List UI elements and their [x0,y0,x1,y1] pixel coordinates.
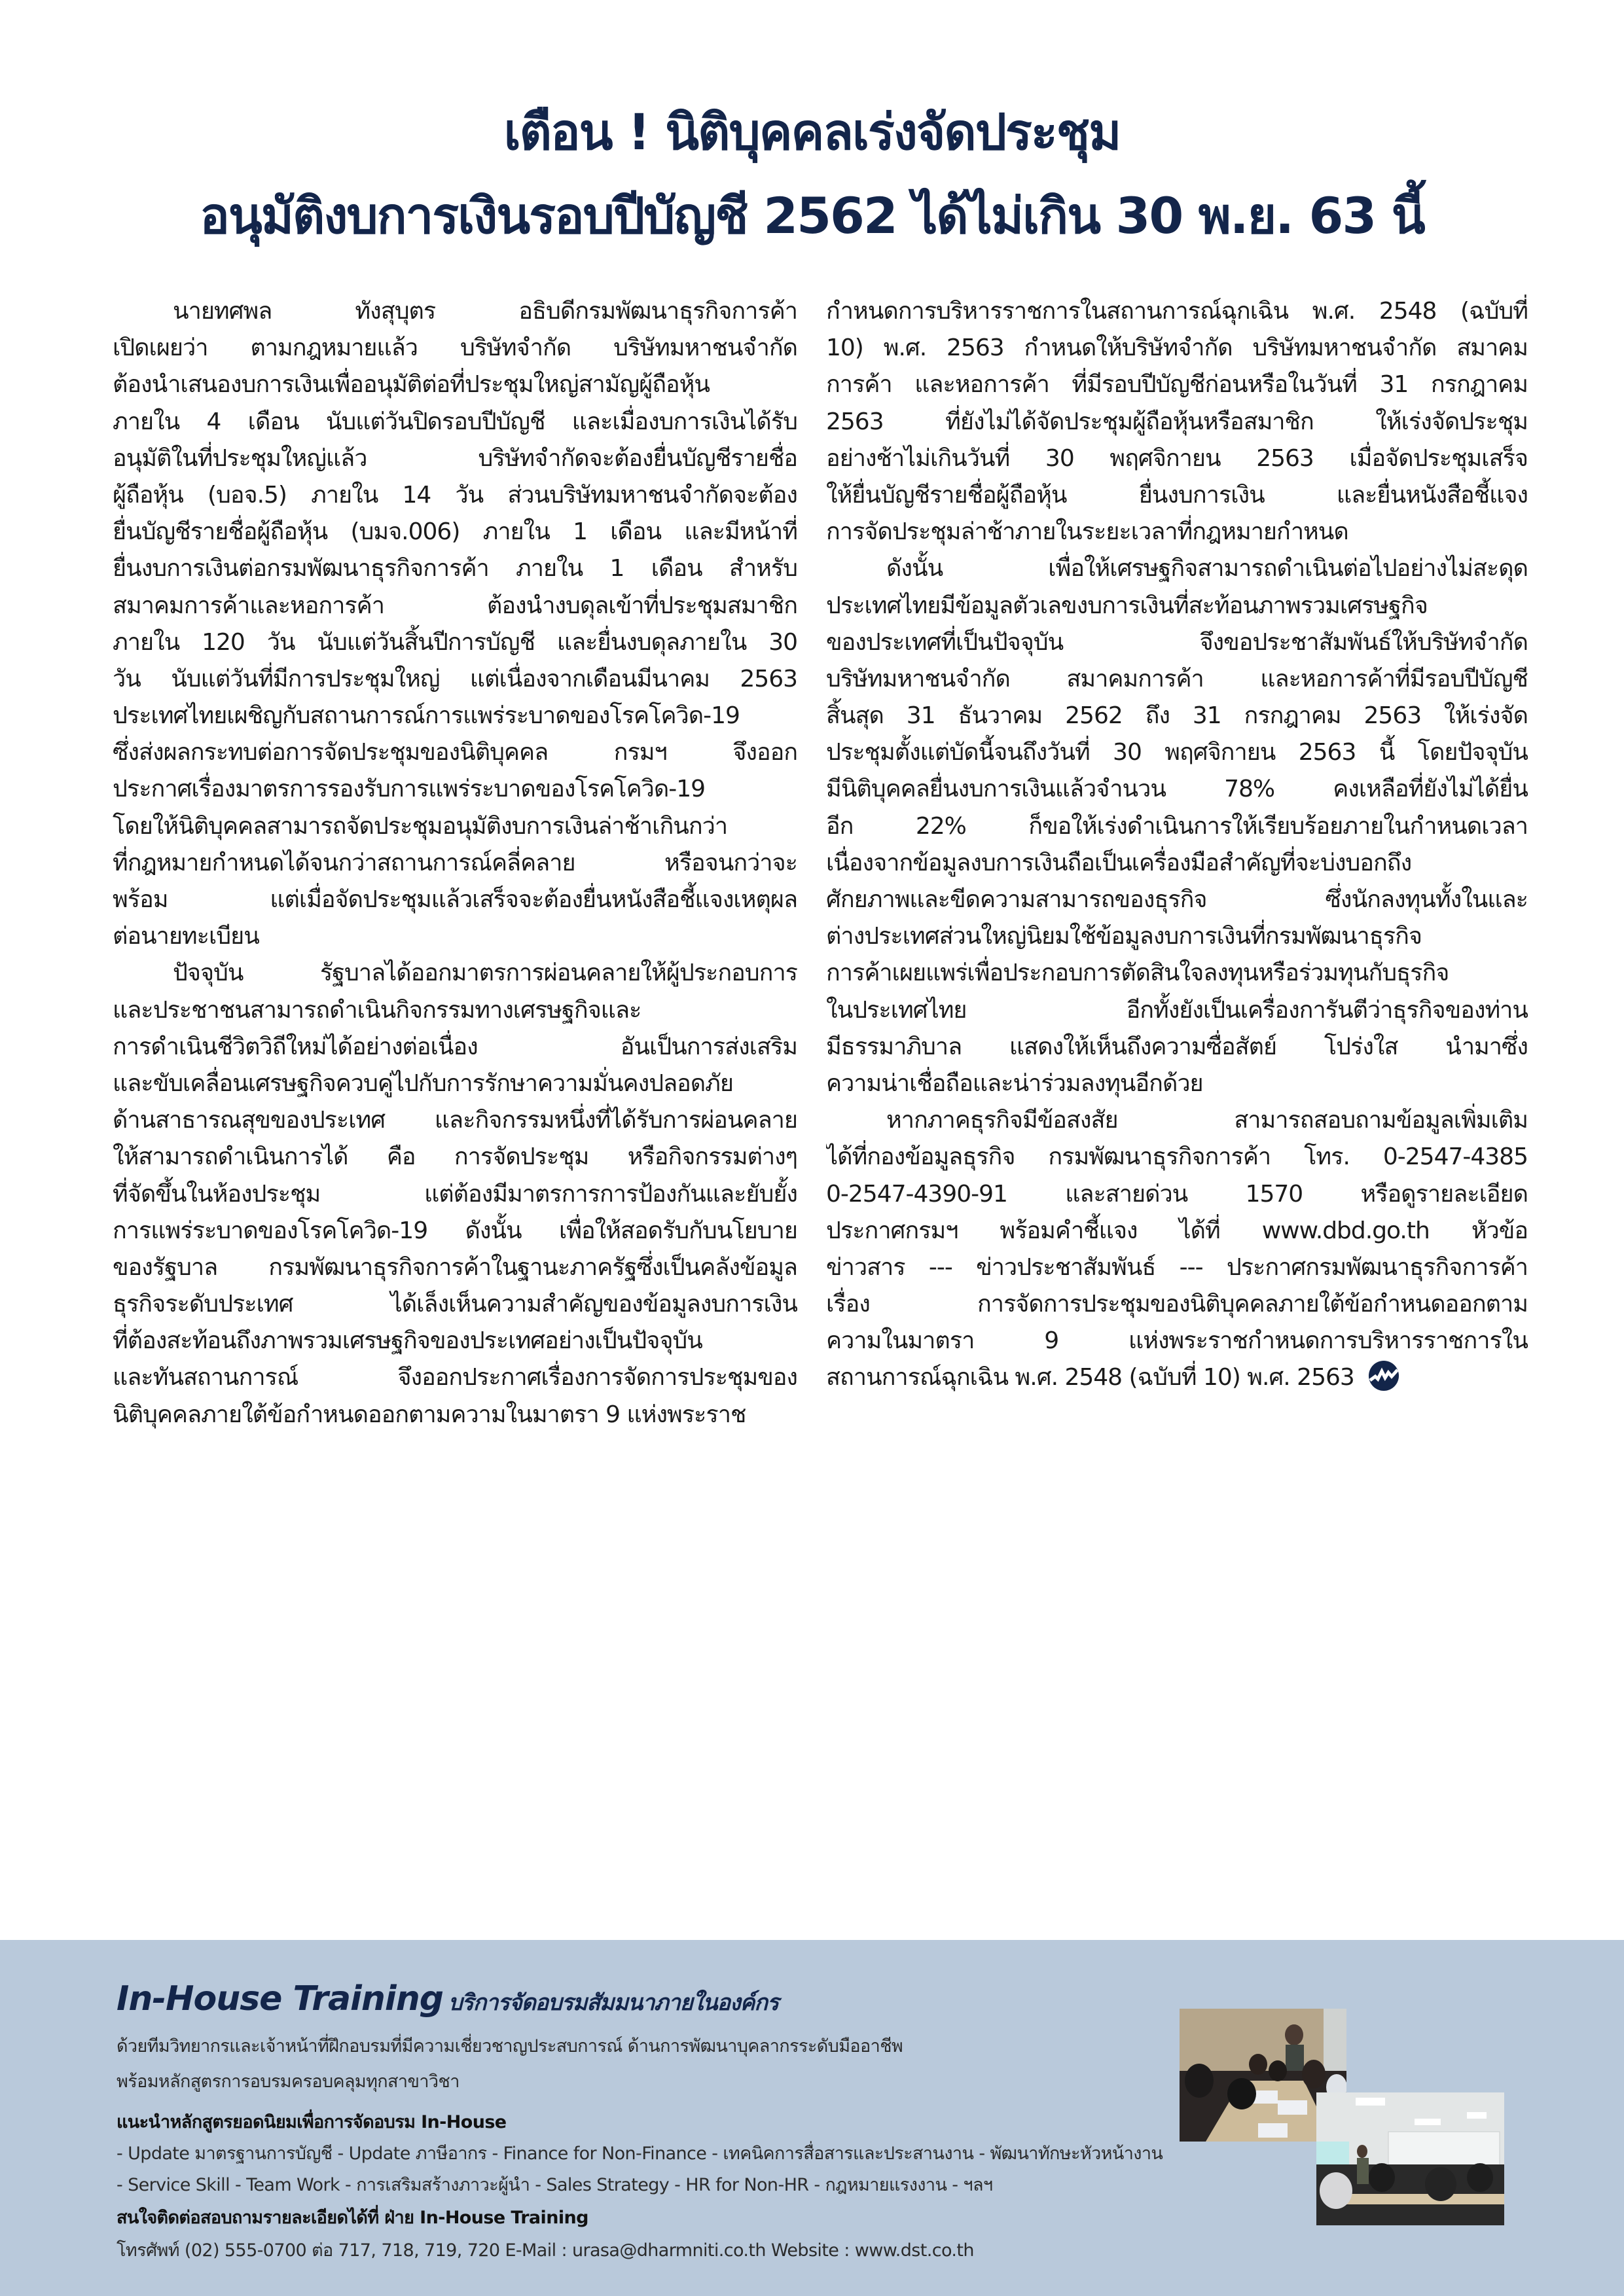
article-line: เรื่อง การจัดการประชุมของนิติบุคคลภายใต้ข้อกำหนดออกตาม [826,1291,1528,1318]
article-line: ได้ที่กองข้อมูลธุรกิจ กรมพัฒนาธุรกิจการค้า โทร. 0-2547-4385 [826,1143,1528,1171]
article-line: ภายใน 120 วัน นับแต่วันสิ้นปีการบัญชี และยื่นงบดุลภายใน 30 [113,628,797,656]
article-line: 10) พ.ศ. 2563 กำหนดให้บริษัทจำกัด บริษัทมหาชนจำกัด สมาคม [826,334,1528,362]
article-line: ภายใน 4 เดือน นับแต่วันปิดรอบปีบัญชี และเมื่องบการเงินได้รับ [113,408,797,435]
article-left-column [113,293,797,1433]
article-line: ธุรกิจระดับประเทศ ได้เล็งเห็นความสำคัญของข้อมูลงบการเงิน [113,1291,797,1318]
article-line: สมาคมการค้าและหอการค้า ต้องนำงบดุลเข้าที่ประชุมสมาชิก [113,592,797,619]
training-photo-classroom [1316,2092,1504,2225]
article-line: มีนิติบุคคลยื่นงบการเงินแล้วจำนวน 78% คงเหลือที่ยังไม่ได้ยื่น [826,776,1528,803]
article-line: ของประเทศที่เป็นปัจจุบัน จึงขอประชาสัมพันธ์ให้บริษัทจำกัด [826,628,1528,656]
article-line: 2563 ที่ยังไม่ได้จัดประชุมผู้ถือหุ้นหรือสมาชิก ให้เร่งจัดประชุม [826,408,1528,435]
article-line: ให้ยื่นบัญชีรายชื่อผู้ถือหุ้น ยื่นงบการเงิน และยื่นหนังสือชี้แจง [826,481,1528,509]
article-line: ต่างประเทศส่วนใหญ่นิยมใช้ข้อมูลงบการเงินที่กรมพัฒนาธุรกิจ [826,923,1422,950]
article-line: ประเทศไทยมีข้อมูลตัวเลขงบการเงินที่สะท้อนภาพรวมเศรษฐกิจ [826,592,1428,619]
article-line: พร้อม แต่เมื่อจัดประชุมแล้วเสร็จจะต้องยื่นหนังสือชี้แจงเหตุผล [113,886,797,913]
ad-description-1: ด้วยทีมวิทยากรและเจ้าหน้าที่ฝึกอบรมที่มีความเชี่ยวชาญประสบการณ์ ด้านการพัฒนาบุคลากรระดับมืออาชีพ [117,2036,903,2056]
article-line: เนื่องจากข้อมูลงบการเงินถือเป็นเครื่องมือสำคัญที่จะบ่งบอกถึง [826,849,1412,876]
article-line: เปิดเผยว่า ตามกฎหมายแล้ว บริษัทจำกัด บริษัทมหาชนจำกัด [113,334,797,362]
article-line: การค้าเผยแพร่เพื่อประกอบการตัดสินใจลงทุนหรือร่วมทุนกับธุรกิจ [826,960,1449,987]
article-line: ต้องนำเสนองบการเงินเพื่ออนุมัติต่อที่ประชุมใหญ่สามัญผู้ถือหุ้น [113,371,710,399]
article-line: และทันสถานการณ์ จึงออกประกาศเรื่องการจัดการประชุมของ [113,1364,797,1391]
article-line: หากภาคธุรกิจมีข้อสงสัย สามารถสอบถามข้อมูลเพิ่มเติม [886,1107,1528,1134]
ad-courses-2: - Service Skill - Team Work - การเสริมสร้างภาวะผู้นำ - Sales Strategy - HR for Non-HR - กฎหมายแรงงาน - ฯลฯ [117,2175,993,2195]
article-line: ประกาศกรมฯ พร้อมคำชี้แจง ได้ที่ www.dbd.go.th หัวข้อ [826,1217,1528,1244]
article-line: ซึ่งส่งผลกระทบต่อการจัดประชุมของนิติบุคคล กรมฯ จึงออก [113,739,797,766]
article-line: ที่จัดขึ้นในห้องประชุม แต่ต้องมีมาตรการการป้องกันและยับยั้ง [113,1180,797,1208]
article-line: ยื่นบัญชีรายชื่อผู้ถือหุ้น (บมจ.006) ภายใน 1 เดือน และมีหน้าที่ [113,518,797,546]
article-line: ผู้ถือหุ้น (บอจ.5) ภายใน 14 วัน ส่วนบริษัทมหาชนจำกัดจะต้อง [113,481,797,509]
article-line: ต่อนายทะเบียน [113,923,259,950]
article-line: การแพร่ระบาดของโรคโควิด-19 ดังนั้น เพื่อให้สอดรับกับนโยบาย [113,1217,797,1244]
ad-brand: In-House Training [117,1979,443,2018]
article-right-column [826,293,1528,1397]
ad-interest-heading: สนใจติดต่อสอบถามรายละเอียดได้ที่ ฝ่าย In-House Training [117,2208,588,2228]
article-line: อย่างช้าไม่เกินวันที่ 30 พฤศจิกายน 2563 เมื่อจัดประชุมเสร็จ [826,444,1528,472]
article-line: บริษัทมหาชนจำกัด สมาคมการค้า และหอการค้าที่มีรอบปีบัญชี [826,665,1528,692]
article-line: ประกาศเรื่องมาตรการรองรับการแพร่ระบาดของโรคโควิด-19 [113,776,706,803]
article-line: นิติบุคคลภายใต้ข้อกำหนดออกตามความในมาตรา 9 แห่งพระราช [113,1401,746,1428]
article-line: ที่กฎหมายกำหนดได้จนกว่าสถานการณ์คลี่คลาย หรือจนกว่าจะ [113,849,797,876]
article-line: ให้สามารถดำเนินการได้ คือ การจัดประชุม หรือกิจกรรมต่างๆ [113,1143,797,1171]
article-line: ประชุมตั้งแต่บัดนี้จนถึงวันที่ 30 พฤศจิกายน 2563 นี้ โดยปัจจุบัน [826,739,1528,766]
article-line: ในประเทศไทย อีกทั้งยังเป็นเครื่องการันตีว่าธุรกิจของท่าน [826,996,1528,1024]
ad-heading [117,1979,778,2020]
article-line: การดำเนินชีวิตวิถีใหม่ได้อย่างต่อเนื่อง อันเป็นการส่งเสริม [113,1033,797,1060]
article-line: ปัจจุบัน รัฐบาลได้ออกมาตรการผ่อนคลายให้ผู้ประกอบการ [173,960,797,987]
article-line: ข่าวสาร --- ข่าวประชาสัมพันธ์ --- ประกาศกรมพัฒนาธุรกิจการค้า [826,1253,1528,1281]
article-line: อีก 22% ก็ขอให้เร่งดำเนินการให้เรียบร้อยภายในกำหนดเวลา [826,812,1528,840]
article-line: ดังนั้น เพื่อให้เศรษฐกิจสามารถดำเนินต่อไปอย่างไม่สะดุด [886,555,1528,583]
article-line: ของรัฐบาล กรมพัฒนาธุรกิจการค้าในฐานะภาครัฐซึ่งเป็นคลังข้อมูล [113,1253,797,1281]
in-house-training-ad [0,1940,1624,2296]
article-line: ประเทศไทยเผชิญกับสถานการณ์การแพร่ระบาดของโรคโควิด-19 [113,702,740,730]
article-line: การค้า และหอการค้า ที่มีรอบปีบัญชีก่อนหรือในวันที่ 31 กรกฎาคม [826,371,1528,399]
ad-tagline: บริการจัดอบรมสัมมนาภายในองค์กร [448,1990,779,2016]
article-line: กำหนดการบริหารราชการในสถานการณ์ฉุกเฉิน พ.ศ. 2548 (ฉบับที่ [826,298,1528,325]
article-line: มีธรรมาภิบาล แสดงให้เห็นถึงความซื่อสัตย์ โปร่งใส นำมาซึ่ง [826,1033,1528,1060]
article-line: การจัดประชุมล่าช้าภายในระยะเวลาที่กฎหมายกำหนด [826,518,1348,546]
article-line: นายทศพล ทังสุบุตร อธิบดีกรมพัฒนาธุรกิจการค้า [173,298,797,325]
ad-description-2: พร้อมหลักสูตรการอบรมครอบคลุมทุกสาขาวิชา [117,2072,460,2092]
article-line: สถานการณ์ฉุกเฉิน พ.ศ. 2548 (ฉบับที่ 10) พ.ศ. 2563 [826,1359,1528,1396]
article-line: ยื่นงบการเงินต่อกรมพัฒนาธุรกิจการค้า ภายใน 1 เดือน สำหรับ [113,555,797,583]
article-line: 0-2547-4390-91 และสายด่วน 1570 หรือดูรายละเอียด [826,1180,1528,1208]
article-line: ที่ต้องสะท้อนถึงภาพรวมเศรษฐกิจของประเทศอย่างเป็นปัจจุบัน [113,1327,702,1355]
article-line: โดยให้นิติบุคคลสามารถจัดประชุมอนุมัติงบการเงินล่าช้าเกินกว่า [113,812,728,840]
article-line: อนุมัติในที่ประชุมใหญ่แล้ว บริษัทจำกัดจะต้องยื่นบัญชีรายชื่อ [113,444,797,472]
article-line: ด้านสาธารณสุขของประเทศ และกิจกรรมหนึ่งที่ได้รับการผ่อนคลาย [113,1107,797,1134]
headline-line-1: เตือน ! นิติบุคคลเร่งจัดประชุม [503,103,1121,161]
ad-contact-line: โทรศัพท์ (02) 555-0700 ต่อ 717, 718, 719, 720 E-Mail : urasa@dharmniti.co.th Website : www.dst.co.th [117,2240,974,2261]
headline-line-2: อนุมัติงบการเงินรอบปีบัญชี 2562 ได้ไม่เกิน 30 พ.ย. 63 นี้ [200,187,1424,245]
ad-courses-1: - Update มาตรฐานการบัญชี - Update ภาษีอากร - Finance for Non-Finance - เทคนิคการสื่อสารและประสานงาน - พัฒนาทักษะหัวหน้างาน [117,2144,1163,2164]
wave-logo-icon [1369,1361,1399,1391]
article-line: ความในมาตรา 9 แห่งพระราชกำหนดการบริหารราชการใน [826,1327,1528,1355]
article-line: สิ้นสุด 31 ธันวาคม 2562 ถึง 31 กรกฎาคม 2563 ให้เร่งจัด [826,702,1528,730]
article-line: และขับเคลื่อนเศรษฐกิจควบคู่ไปกับการรักษาความมั่นคงปลอดภัย [113,1069,733,1097]
ad-recommend-heading: แนะนำหลักสูตรยอดนิยมเพื่อการจัดอบรม In-House [117,2112,507,2132]
article-line: ศักยภาพและขีดความสามารถของธุรกิจ ซึ่งนักลงทุนทั้งในและ [826,886,1528,913]
article-line: และประชาชนสามารถดำเนินกิจกรรมทางเศรษฐกิจและ [113,996,641,1024]
article-line: ความน่าเชื่อถือและน่าร่วมลงทุนอีกด้วย [826,1069,1203,1097]
article-line: วัน นับแต่วันที่มีการประชุมใหญ่ แต่เนื่องจากเดือนมีนาคม 2563 [113,665,797,692]
